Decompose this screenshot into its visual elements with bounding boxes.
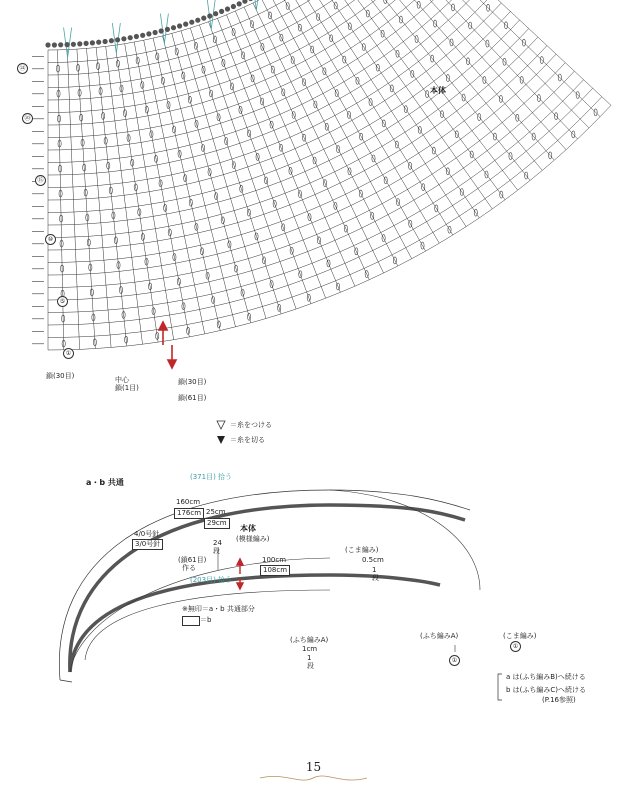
edge-picots	[45, 0, 390, 48]
height-25-label: 25cm	[206, 508, 226, 516]
chart-column-line	[235, 11, 355, 286]
fuchi-rows-label: 1	[307, 654, 312, 662]
row-direction-arrows	[32, 56, 44, 344]
picot-mark	[189, 20, 194, 25]
picot-mark	[207, 13, 212, 18]
width-108-label: 108cm	[260, 565, 290, 576]
red-arrow-start	[159, 322, 176, 368]
chart-column-line	[279, 0, 426, 251]
make-label: 作る	[182, 564, 196, 572]
note-bracket	[498, 674, 502, 700]
row-marker-1: ①	[63, 348, 74, 359]
chart-row-line	[48, 0, 410, 75]
outer-count-label: (371目) 拾う	[190, 473, 233, 481]
koma-cm-label: 0.5cm	[362, 556, 384, 564]
chart-column-line	[392, 0, 611, 105]
koma-label: (こま編み)	[345, 546, 379, 554]
edge-koma-label: (こま編み)	[503, 632, 537, 640]
cut-yarn-icon	[217, 436, 225, 444]
chart-row-line	[48, 0, 483, 175]
attach-yarn-icon	[217, 421, 225, 429]
koma-rows-unit: 段	[372, 574, 379, 582]
koma-rows-label: 1	[372, 566, 377, 574]
chain61-label: 鎖(61目)	[178, 394, 207, 402]
picot-mark	[109, 38, 114, 43]
picot-mark	[177, 23, 182, 28]
chart-row-line	[48, 0, 401, 63]
legend-attach-text: ＝糸をつける	[230, 421, 272, 429]
chart-grid	[48, 0, 611, 350]
chart-stitches	[56, 0, 597, 347]
picot-mark	[52, 42, 57, 47]
chart-column-line	[134, 42, 189, 337]
width-160-label: 160cm	[176, 498, 201, 506]
picot-mark	[195, 18, 200, 23]
picot-mark	[213, 11, 218, 16]
teal-guides	[64, 0, 381, 58]
picot-mark	[201, 16, 206, 21]
fuchi-a-schematic-label: (ふち編みA)	[290, 636, 329, 644]
chart-row-line	[48, 0, 474, 163]
legend-cut-text: ＝糸を切る	[230, 436, 265, 444]
page-ornament	[260, 776, 367, 780]
row-marker-5: ⑤	[57, 296, 68, 307]
picot-mark	[103, 39, 108, 44]
note-ref-label: (P.16参照)	[542, 696, 576, 704]
picot-mark	[153, 30, 158, 35]
chart-column-line	[181, 31, 266, 319]
picot-mark	[134, 34, 139, 39]
picot-mark	[90, 40, 95, 45]
chart-column-line	[87, 48, 112, 347]
picot-mark	[71, 42, 76, 47]
chart-column-line	[163, 36, 236, 327]
center-label: 中心	[115, 376, 129, 384]
body-sub-label: (模様編み)	[236, 535, 270, 543]
chart-column-line	[77, 49, 95, 348]
chart-column-line	[227, 15, 341, 293]
width-176-label: 176cm	[174, 508, 204, 519]
picot-mark	[183, 22, 188, 27]
row-marker-24: ㉔	[17, 63, 28, 74]
ab-common-label: a・b 共通	[86, 478, 124, 487]
note-a-label: a は(ふち編みB)へ続ける	[506, 673, 586, 681]
common-note-label: ※無印＝a・b 共通部分	[182, 605, 255, 613]
picot-mark	[146, 31, 151, 36]
edge-row-1a: ①	[449, 655, 460, 666]
picot-mark	[248, 0, 253, 1]
height-29-label: 29cm	[204, 518, 230, 529]
picot-mark	[121, 36, 126, 41]
chain30-mid-label: 鎖(30目)	[178, 378, 207, 386]
rows-24-label: 24	[213, 539, 222, 547]
picot-mark	[225, 6, 230, 11]
chain30-left-label: 鎖(30目)	[46, 372, 75, 380]
picot-mark	[96, 40, 101, 45]
edge-row-1b: ①	[510, 641, 521, 652]
chart-column-line	[385, 0, 600, 117]
picot-mark	[84, 41, 89, 46]
fuchi-cm-label: 1cm	[302, 645, 318, 653]
width-100-label: 100cm	[262, 556, 287, 564]
picot-mark	[45, 42, 50, 47]
row-marker-20: ⑳	[22, 113, 33, 124]
chart-column-line	[350, 0, 543, 170]
picot-mark	[165, 27, 170, 32]
chart-row-line	[48, 0, 428, 100]
chart-column-line	[287, 0, 440, 243]
picot-mark	[237, 1, 242, 6]
chain61-schematic-label: (鎖61目)	[178, 556, 207, 564]
picot-mark	[58, 42, 63, 47]
note-b-label: b は(ふち編みC)へ続ける	[506, 686, 587, 694]
chart-column-line	[335, 0, 518, 190]
picot-mark	[242, 0, 247, 4]
picot-mark	[219, 9, 224, 14]
chart-column-line	[319, 0, 492, 209]
needle-4-label: 4/0号針	[134, 530, 160, 538]
chart-column-line	[199, 25, 296, 309]
b-box-swatch	[182, 616, 200, 626]
rows-24-unit: 段	[213, 547, 220, 555]
inner-count-label: (203目) 拾う	[190, 576, 233, 584]
chart-column-line	[378, 0, 589, 128]
picot-mark	[115, 37, 120, 42]
row-marker-10: ⑩	[45, 234, 56, 245]
chain1-label: 鎖(1目)	[115, 384, 139, 392]
edge-fuchi-a-label: (ふち編みA)	[420, 632, 459, 640]
chart-column-line	[270, 0, 412, 259]
body-label: 本体	[240, 524, 256, 533]
fuchi-rows-unit: 段	[307, 662, 314, 670]
picot-mark	[128, 35, 133, 40]
picot-mark	[171, 25, 176, 30]
chart-column-line	[311, 0, 479, 218]
chart-row-line	[48, 0, 437, 112]
picot-mark	[231, 4, 236, 9]
picot-mark	[65, 42, 70, 47]
needle-3-label: 3/0号針	[132, 539, 163, 550]
page-number: 15	[305, 760, 322, 774]
stitch-mark	[384, 0, 387, 4]
chart-column-line	[190, 28, 281, 314]
chart-title: 本体	[430, 86, 446, 95]
chart-column-line	[209, 22, 311, 304]
picot-mark	[159, 28, 164, 33]
picot-mark	[140, 33, 145, 38]
schematic-drawing	[59, 490, 480, 682]
box-eq-b-label: ＝b	[200, 616, 212, 624]
picot-mark	[77, 41, 82, 46]
schematic-red-arrow	[237, 559, 243, 589]
row-marker-15: ⑮	[35, 175, 46, 186]
